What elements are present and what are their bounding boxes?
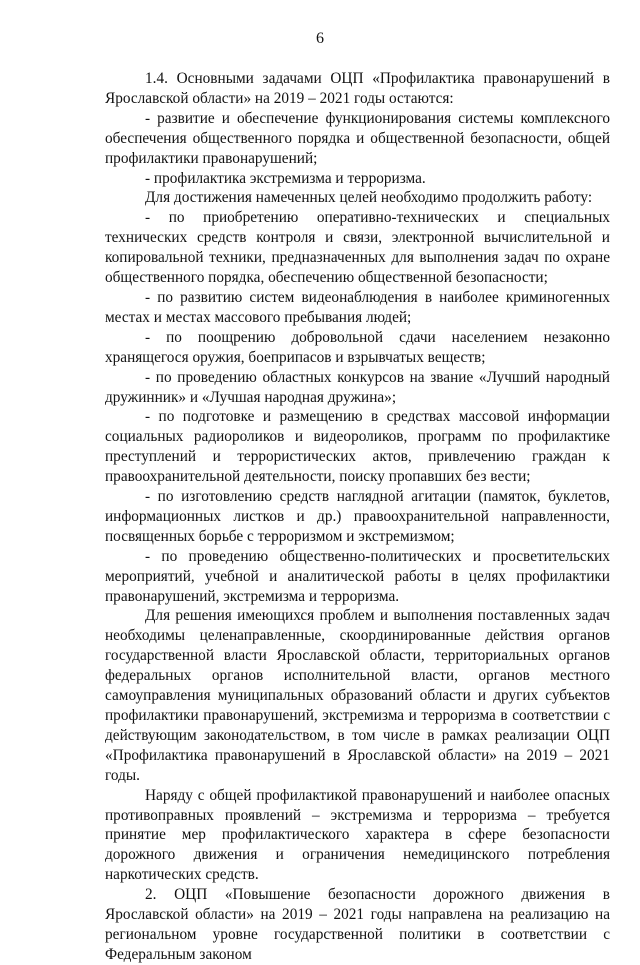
paragraph-tasks-intro: 1.4. Основными задачами ОЦП «Профилактика правонарушений в Ярославской области» на 2019 – 2021 годы остаются: [105,70,610,107]
paragraph-work-events: - по проведению общественно-политических и просветительских мероприятий, учебной и аналитической работы в целях профилактики правонарушений, экстремизма и терроризма. [105,547,610,605]
page-number: 6 [316,30,324,47]
paragraph-work-agitation: - по изготовлению средств наглядной агитации (памяток, буклетов, информационных листков и др.) правоохранительной направленности, посвященных борьбе с терроризмом и экстремизмом; [105,488,610,545]
paragraph-road-safety-need: Наряду с общей профилактикой правонарушений и наиболее опасных противоправных проявлений – экстремизма и терроризма – требуется принятие мер профилактического характера в сфере безопасности дорожного движения и ограничения немедицинского потребления наркотических средств. [105,786,610,884]
paragraph-road-safety-program: 2. ОЦП «Повышение безопасности дорожного движения в Ярославской области» на 2019 – 2021 годы направлена на реализацию на региональном уровне государственной политики в соответствии с Федеральным законом [105,886,610,963]
paragraph-task-extremism: - профилактика экстремизма и терроризма. [145,169,426,187]
paragraph-task-public-order: - развитие и обеспечение функционирования системы комплексного обеспечения общественного порядка и общественной безопасности, общей профилактики правонарушений; [105,109,610,167]
paragraph-coordination: Для решения имеющихся проблем и выполнения поставленных задач необходимы целенаправленные, скоординированные действия органов государственной власти Ярославской области, территориальных органов федеральных органов исполнительной власти, органов местного самоуправления муниципальных образований области и других субъектов профилактики правонарушений, экстремизма и терроризма в соответствии с действующим законодательством, в том числе в рамках реализации ОЦП «Профилактика правонарушений в Ярославской области» на 2019 – 2021 годы. [105,607,610,784]
paragraph-work-video: - по развитию систем видеонаблюдения в наиболее криминогенных местах и местах массового пребывания людей; [105,288,610,326]
paragraph-work-contests: - по проведению областных конкурсов на звание «Лучший народный дружинник» и «Лучшая народная дружина»; [105,368,610,406]
paragraph-work-equipment: - по приобретению оперативно-технических и специальных технических средств контроля и связи, электронной вычислительной и копировальной техники, предназначенных для выполнения задач по охране общественного порядка, обеспечению общественной безопасности; [105,209,610,287]
paragraph-work-intro: Для достижения намеченных целей необходимо продолжить работу: [145,189,593,207]
paragraph-work-media: - по подготовке и размещению в средствах массовой информации социальных радиороликов и видеороликов, программ по профилактике преступлений и террористических актов, привлечению граждан к правоохранительной деятельности, поиску пропавших без вести; [105,408,610,486]
paragraph-work-weapons: - по поощрению добровольной сдачи населением незаконно хранящегося оружия, боеприпасов и взрывчатых веществ; [105,328,610,366]
document-body [105,69,610,965]
